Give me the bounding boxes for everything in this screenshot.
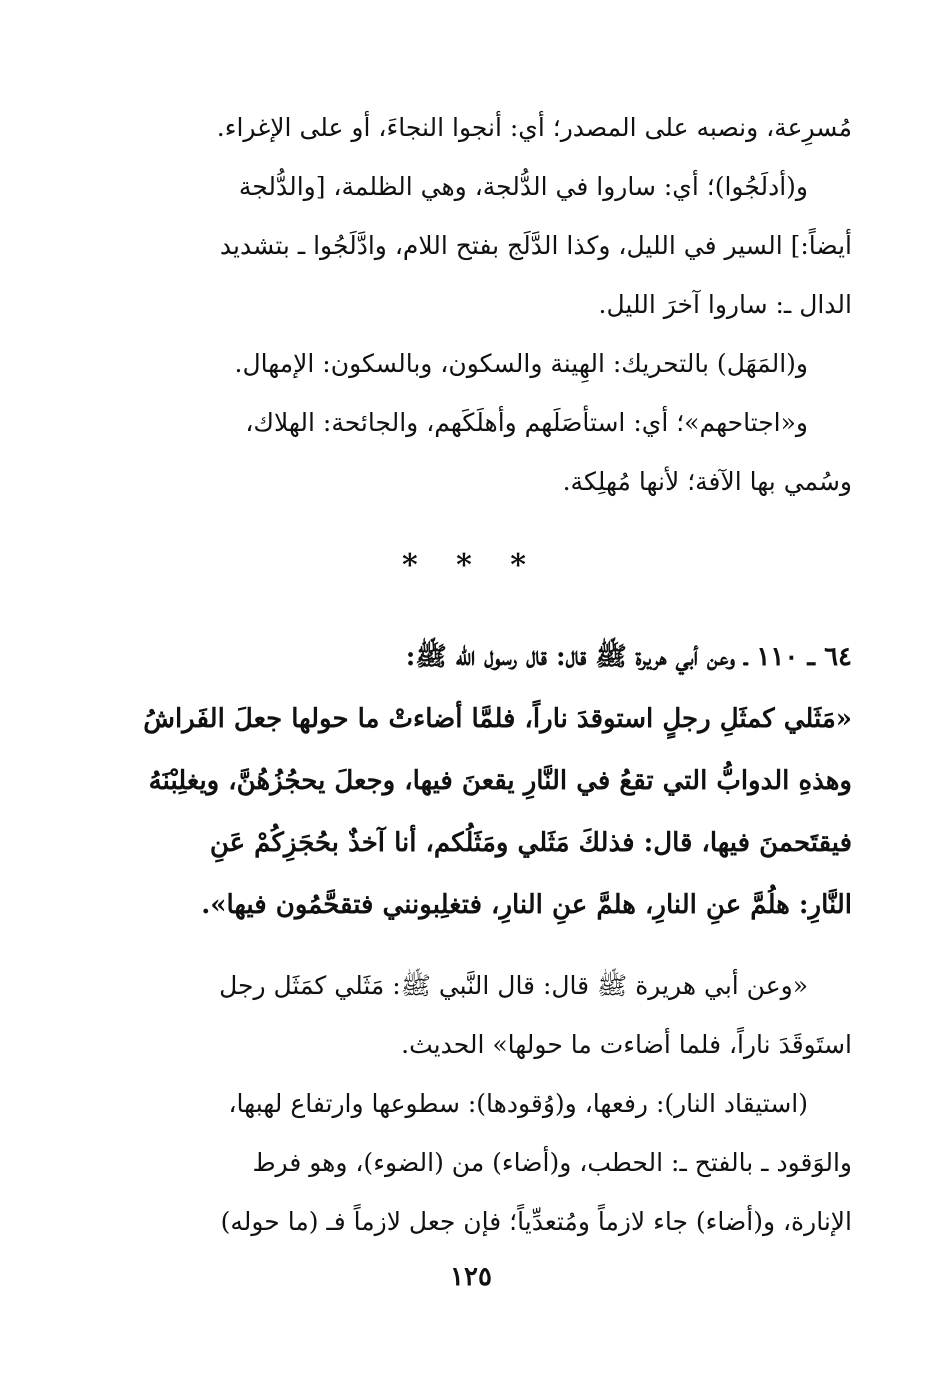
- text-line: (استيقاد النار): رفعها، و(وُقودها): سطوعها وارتفاع لهبها،: [228, 1089, 808, 1118]
- text-line: الإنارة، و(أضاء) جاء لازماً ومُتعدِّياً؛ فإن جعل لازماً فـ (ما حوله): [220, 1207, 852, 1236]
- commentary-top: [90, 98, 852, 511]
- commentary-bottom: [90, 956, 852, 1251]
- commentary-paragraph: [90, 98, 852, 157]
- section-separator: * * *: [402, 548, 540, 583]
- commentary-paragraph: [90, 334, 852, 393]
- commentary-paragraph: [90, 157, 852, 334]
- text-line: والوَقود ـ بالفتح ـ: الحطب، و(أضاء) من (الضوء)، وهو فرط: [252, 1148, 852, 1177]
- text-line: أيضاً:] السير في الليل، وكذا الدَّلَج بفتح اللام، وادَّلَجُوا ـ بتشديد: [219, 231, 852, 260]
- hadith-line: النَّارِ: هلُمَّ عنِ النارِ، هلمَّ عنِ النارِ، فتغلِبونني فتقحَّمُون فيها».: [201, 890, 852, 920]
- hadith-paragraph: [90, 626, 852, 936]
- text-line: و«اجتاحهم»؛ أي: استأصَلَهم وأهلَكَهم، والجائحة: الهلاك،: [245, 408, 808, 437]
- text-line: استَوقَدَ ناراً، فلما أضاءت ما حولها» الحديث.: [401, 1030, 852, 1059]
- hadith-line: «مَثَلي كمثَلِ رجلٍ استوقدَ ناراً، فلمَّا أضاءتْ ما حولها جعلَ الفَراشُ: [143, 704, 852, 734]
- commentary-paragraph: [90, 956, 852, 1074]
- commentary-paragraph: [90, 1074, 852, 1251]
- text-line: مُسرِعة، ونصبه على المصدر؛ أي: أنجوا النجاءَ، أو على الإغراء.: [216, 113, 852, 142]
- commentary-paragraph: [90, 393, 852, 511]
- hadith-line: ٦٤ ـ ١١٠ ـ وعن أبي هريرة ﷺ قال: قال رسول الله ﷺ:: [405, 642, 852, 672]
- text-line: وسُمي بها الآفة؛ لأنها مُهلِكة.: [562, 467, 852, 496]
- hadith-text: [90, 626, 852, 936]
- page-number: ١٢٥: [450, 1262, 492, 1292]
- text-line: و(أدلَجُوا)؛ أي: ساروا في الدُّلجة، وهي الظلمة، [والدُّلجة: [238, 172, 808, 201]
- hadith-line: وهذهِ الدوابُّ التي تقعُ في النَّارِ يقعنَ فيها، وجعلَ يحجُزُهُنَّ، ويغلِبْنَهُ: [148, 766, 852, 796]
- hadith-line: فيقتَحمنَ فيها، قال: فذلكَ مَثَلي ومَثَلُكم، أنا آخذٌ بحُجَزِكُمْ عَنِ: [209, 828, 852, 858]
- text-line: و(المَهَل) بالتحريك: الهِينة والسكون، وبالسكون: الإمهال.: [234, 349, 808, 378]
- text-line: الدال ـ: ساروا آخرَ الليل.: [598, 290, 852, 319]
- text-line: «وعن أبي هريرة ﷺ قال: قال النَّبي ﷺ: مَثَلي كمَثَل رجل: [219, 971, 808, 1000]
